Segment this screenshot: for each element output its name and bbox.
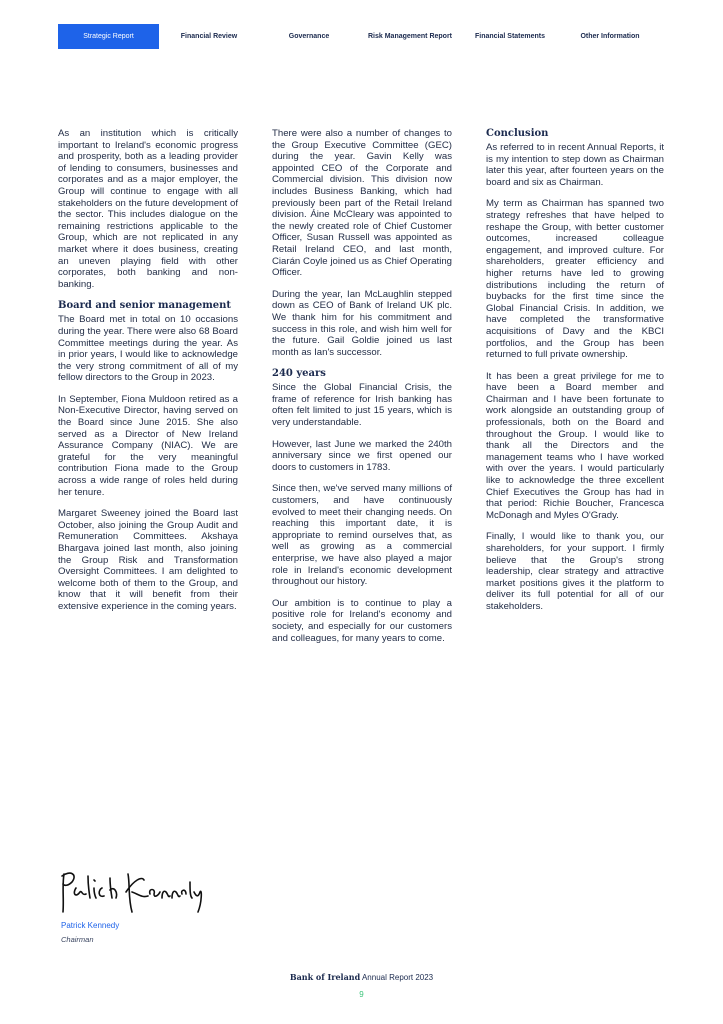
- column-1: [58, 128, 238, 623]
- paragraph: As an institution which is critically important to Ireland's economic progress and prosperity, both as a leading provider of lending to consumers, businesses and corporates and as a major employer, the Group will continue to engage with all stakeholders on the future development of the sector. This includes dialogue on the remaining restrictions applicable to the Group, which are not replicated in any market where it does business, creating an uneven playing field with other corporates, both banking and non-banking.: [58, 128, 238, 290]
- heading-conclusion: Conclusion: [486, 128, 549, 139]
- paragraph: In September, Fiona Muldoon retired as a Non-Executive Director, having served on the Board since June 2015. She also served as a Director of New Ireland Assurance Company (NIAC). We are grateful for the very meaningful contribution Fiona made to the Group across a wide range of roles held during her tenure.: [58, 393, 238, 498]
- page-number: 9: [359, 990, 364, 999]
- paragraph: Since then, we've served many millions of customers, and have continuously evolved to meet their changing needs. On reaching this important date, it is appropriate to remind ourselves that, as well as growing as a commercial enterprise, we have also played a major role in Ireland's economic development throughout our history.: [272, 483, 452, 588]
- footer: [0, 972, 723, 982]
- tab-strategic-report[interactable]: Strategic Report: [58, 24, 159, 49]
- signatory-title: Chairman: [61, 935, 94, 944]
- tab-other-information[interactable]: Other Information: [580, 33, 640, 40]
- tab-financial-review[interactable]: Financial Review: [180, 33, 238, 40]
- heading-board-and-senior-management: Board and senior management: [58, 300, 232, 312]
- tab-financial-statements[interactable]: Financial Statements: [474, 33, 546, 40]
- top-navigation: [0, 24, 723, 49]
- footer-brand: Bank of Ireland: [289, 972, 361, 982]
- paragraph: The Board met in total on 10 occasions during the year. There were also 68 Board Committee meetings during the year. As in prior years, I would like to acknowledge the very strong commitment of all of my fellow directors to the Group in 2023.: [58, 314, 238, 384]
- paragraph: Since the Global Financial Crisis, the frame of reference for Irish banking has often felt limited to just 15 years, which is very understandable.: [272, 382, 452, 429]
- column-2: [272, 128, 452, 654]
- heading-240-years: 240 years: [272, 368, 326, 380]
- column-3: [486, 128, 664, 623]
- tab-risk-management-report[interactable]: Risk Management Report: [367, 33, 453, 40]
- paragraph: It has been a great privilege for me to have been a Board member and Chairman and I have been fortunate to work alongside an outstanding group of professionals, both on the Board and throughout the Group. I would like to thank all the Directors and the management teams who I have worked with over the years. I would particularly like to acknowledge the three excellent Chief Executives the Group has had in that period: Richie Boucher, Francesca McDonagh and Myles O'Grady.: [486, 370, 664, 521]
- paragraph: As referred to in recent Annual Reports, it is my intention to step down as Chairman later this year, after fourteen years on the board and six as Chairman.: [486, 142, 664, 188]
- paragraph: My term as Chairman has spanned two strategy refreshes that have helped to reshape the Group, with better customer outcomes, increased colleague engagement, and improved culture. For shareholders, greater efficiency and higher returns have led to growing distributions including the return of buybacks for the first time since the Global Financial Crisis. In addition, we have completed the transformative acquisitions of Davy and the KBCI portfolios, and the Group has been returned to full private ownership.: [486, 198, 664, 361]
- footer-report-title: Annual Report 2023: [360, 973, 434, 982]
- handwritten-signature: [58, 868, 208, 920]
- tab-governance[interactable]: Governance: [288, 33, 330, 40]
- signatory-name: Patrick Kennedy: [61, 921, 120, 930]
- paragraph: Finally, I would like to thank you, our shareholders, for your support. I firmly believe that the Group's strong leadership, clear strategy and attractive market positions gives it the platform to deliver its full potential for all of our stakeholders.: [486, 531, 664, 612]
- paragraph: During the year, Ian McLaughlin stepped down as CEO of Bank of Ireland UK plc. We thank him for his commitment and success in this role, and wish him well for the future. Gail Goldie joined us last month as Ian's successor.: [272, 288, 452, 358]
- paragraph: Margaret Sweeney joined the Board last October, also joining the Group Audit and Remuneration Committees. Akshaya Bhargava joined last month, also joining the Group Risk and Transformation Oversight Committees. I am delighted to welcome both of them to the Group, and know that it will benefit from their extensive experience in the coming years.: [58, 508, 238, 612]
- paragraph: However, last June we marked the 240th anniversary since we first opened our doors to customers in 1783.: [272, 438, 452, 473]
- paragraph: There were also a number of changes to the Group Executive Committee (GEC) during the year. Gavin Kelly was appointed CEO of the Corporate and Commercial division. This division now includes Business Banking, which had previously been part of the Retail Ireland division. Áine McCleary was appointed to the newly created role of Chief Customer Officer, Susan Russell was appointed as Retail Ireland CEO, and last month, Ciarán Coyle joined us as Chief Operating Officer.: [272, 128, 452, 279]
- paragraph: Our ambition is to continue to play a positive role for Ireland's economy and society, and especially for our customers and colleagues, for many years to come.: [272, 597, 452, 644]
